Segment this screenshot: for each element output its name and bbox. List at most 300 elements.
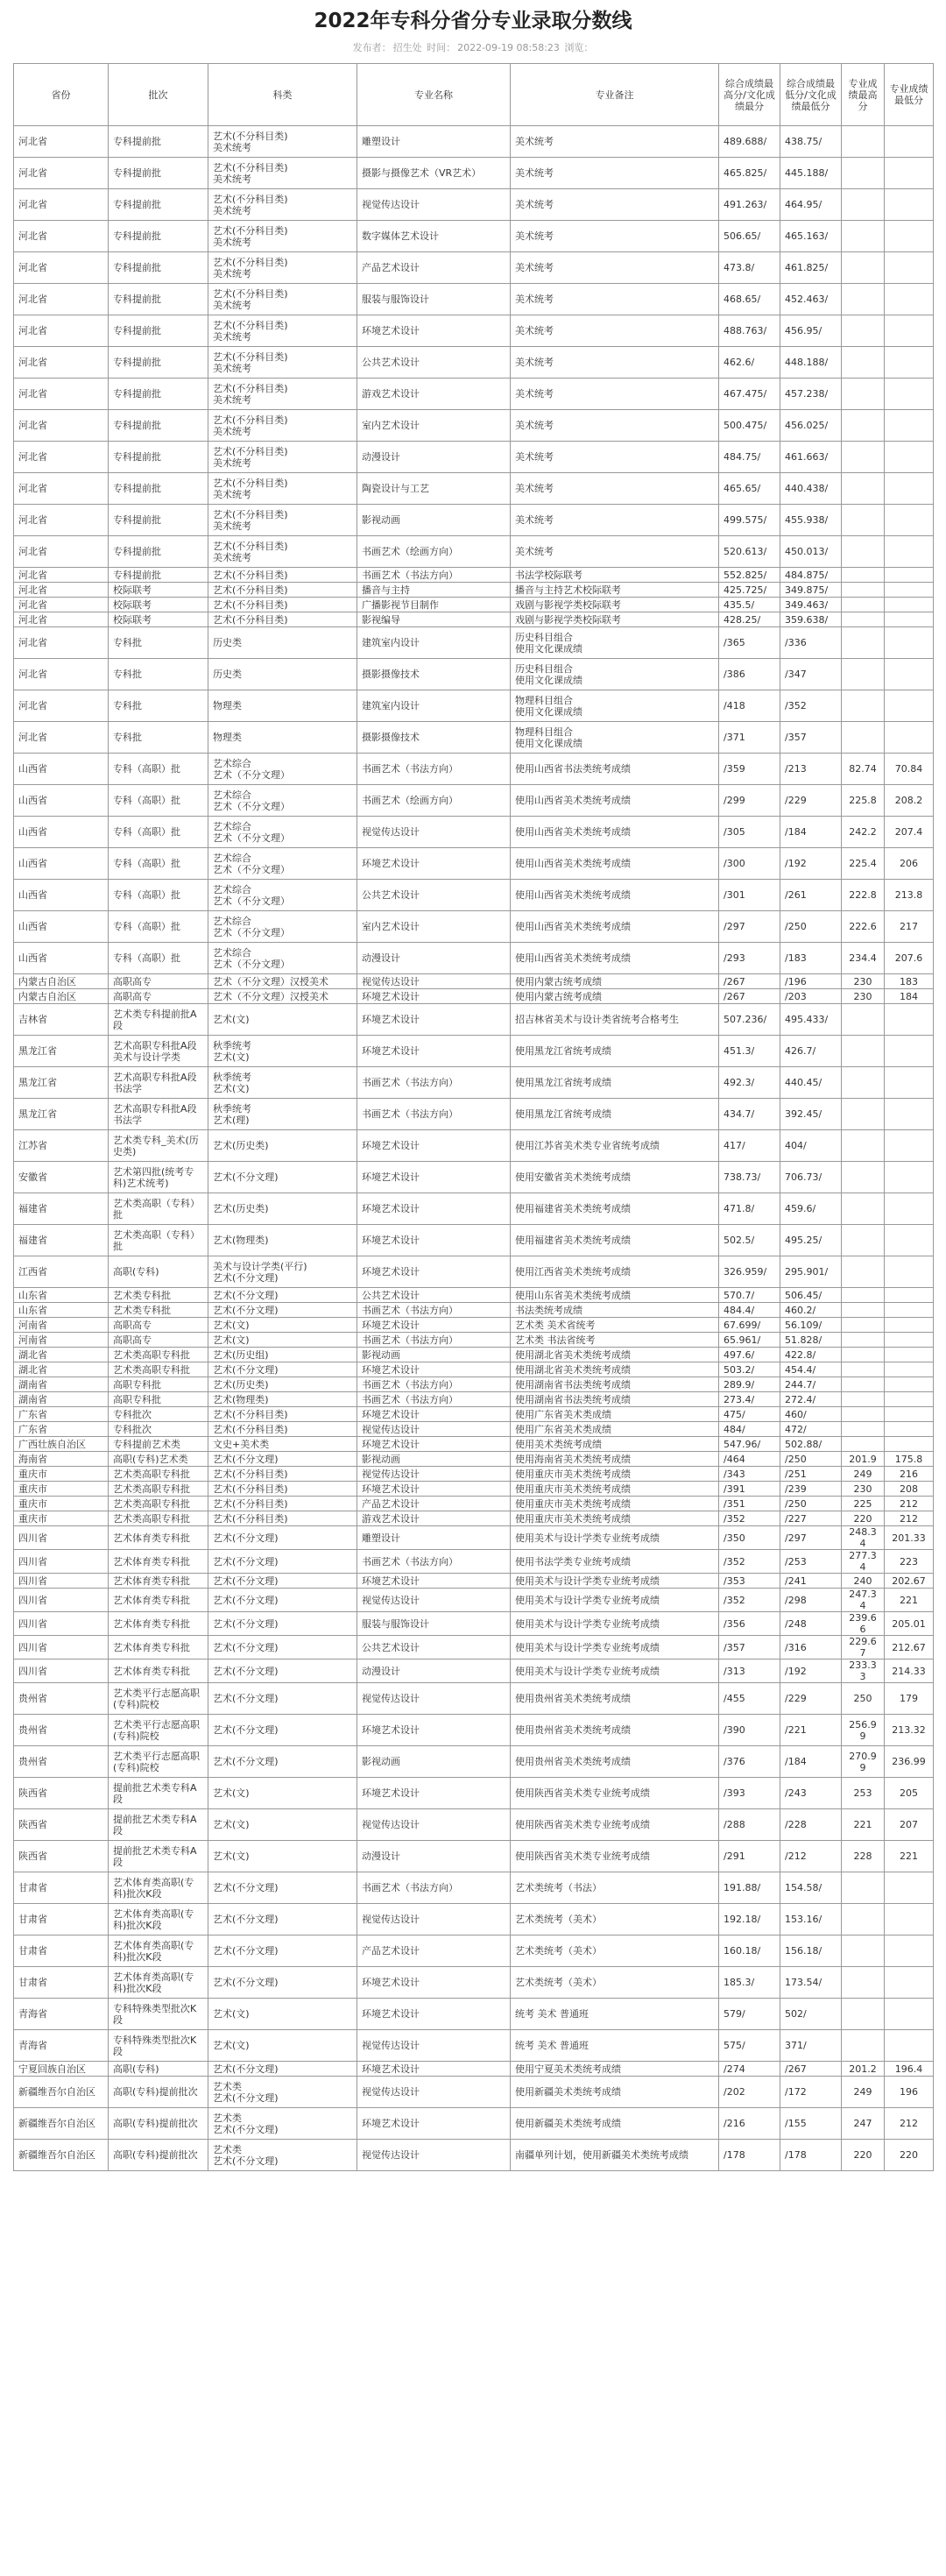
cell-max-score: [719, 1467, 780, 1482]
cell-text: 448.188/: [785, 357, 829, 368]
table-row: [14, 1660, 934, 1683]
cell-remark: [511, 505, 719, 536]
cell-text: 美术统考: [515, 167, 554, 179]
cell-text: /213: [785, 763, 807, 775]
cell-min-score: [780, 1036, 842, 1067]
cell-category: [208, 1574, 357, 1589]
cell-province: [14, 1511, 109, 1526]
cell-text: 艺术(不分文理): [213, 2155, 279, 2167]
cell-remark: [511, 1392, 719, 1407]
cell-remark: [511, 1362, 719, 1377]
cell-category: [208, 1452, 357, 1467]
cell-pro-max: [842, 1303, 885, 1318]
cell-text: 249: [853, 2086, 872, 2098]
cell-province: [14, 315, 109, 347]
cell-pro-max: [842, 568, 885, 583]
cell-text: 专科批: [113, 669, 142, 680]
cell-remark: [511, 347, 719, 379]
cell-text: 489.688/: [724, 136, 767, 147]
cell-category: [208, 1550, 357, 1574]
cell-min-score: [780, 785, 842, 817]
cell-max-score: [719, 1067, 780, 1099]
cell-text: 统考 美术 普通班: [515, 2008, 589, 2020]
cell-text: 艺术(历史类): [213, 1203, 269, 1214]
cell-min-score: [780, 1526, 842, 1550]
cell-text: 艺术类 书法省统考: [515, 1334, 596, 1346]
cell-text: 河南省: [18, 1319, 47, 1331]
cell-text: 艺术体育类高职(专科)批次K段: [113, 1939, 194, 1963]
cell-remark: [511, 1422, 719, 1437]
cell-text: 230: [853, 975, 872, 987]
cell-text: 艺术类: [213, 2112, 242, 2124]
table-row: [14, 1574, 934, 1589]
table-row: [14, 189, 934, 221]
cell-pro-max: [842, 1589, 885, 1612]
cell-text: 秋季统考: [213, 1102, 251, 1115]
cell-batch: [109, 1193, 208, 1225]
cell-pro-min: [885, 1004, 934, 1036]
cell-text: 艺术(不分文理): [213, 1555, 279, 1568]
cell-min-score: [780, 1872, 842, 1904]
cell-text: 物理类: [213, 732, 242, 743]
cell-text: 459.6/: [785, 1203, 816, 1214]
cell-text: /352: [724, 1512, 745, 1525]
cell-text: 70.84: [894, 763, 923, 775]
cell-province: [14, 880, 109, 911]
cell-max-score: [719, 1392, 780, 1407]
cell-text: 艺术(不分科目类): [213, 319, 288, 331]
cell-text: 艺术(不分科目类): [213, 613, 288, 626]
cell-category: [208, 1497, 357, 1511]
cell-text: 艺术类高职专科批: [113, 1348, 190, 1361]
cell-text: 205: [900, 1787, 918, 1799]
cell-text: /300: [724, 858, 745, 869]
cell-text: 专科批: [113, 700, 142, 711]
cell-text: 220: [900, 2149, 918, 2161]
cell-province: [14, 1574, 109, 1589]
cell-text: /291: [724, 1851, 745, 1862]
cell-min-score: [780, 1193, 842, 1225]
cell-max-score: [719, 1636, 780, 1660]
cell-batch: [109, 1256, 208, 1288]
cell-province: [14, 1936, 109, 1967]
table-row: [14, 1348, 934, 1362]
cell-pro-max: [842, 1872, 885, 1904]
cell-province: [14, 536, 109, 568]
cell-max-score: [719, 252, 780, 284]
cell-text: 贵州省: [18, 1693, 47, 1704]
cell-text: 美术统考: [213, 362, 251, 374]
table-row: [14, 1452, 934, 1467]
cell-max-score: [719, 1482, 780, 1497]
cell-text: 使用广东省美术类成绩: [515, 1408, 611, 1420]
cell-remark: [511, 1004, 719, 1036]
table-row: [14, 2077, 934, 2108]
cell-text: 艺术类专科_美术(历史类): [113, 1134, 199, 1157]
cell-text: 湖南省: [18, 1378, 47, 1391]
cell-text: 艺术(不分文理): [213, 1594, 279, 1606]
cell-pro-max: [842, 1333, 885, 1348]
cell-batch: [109, 158, 208, 189]
cell-max-score: [719, 1967, 780, 1999]
cell-text: 201.2: [849, 2063, 877, 2075]
cell-batch: [109, 1636, 208, 1660]
cell-text: 四川省: [18, 1617, 47, 1630]
cell-text: /299: [724, 795, 745, 806]
cell-text: 校际联考: [113, 613, 152, 626]
cell-text: 山东省: [18, 1304, 47, 1316]
cell-batch: [109, 1550, 208, 1574]
cell-pro-max: [842, 1452, 885, 1467]
cell-min-score: [780, 568, 842, 583]
cell-text: /251: [785, 1468, 807, 1480]
cell-text: 影视动画: [362, 1348, 400, 1361]
cell-text: 专科提前批: [113, 136, 161, 147]
cell-min-score: [780, 1318, 842, 1333]
cell-text: 497.6/: [724, 1348, 755, 1361]
cell-text: 艺术类统考（美术）: [515, 1945, 602, 1957]
cell-text: 艺术综合: [213, 757, 251, 769]
cell-text: 书画艺术（书法方向）: [362, 1108, 458, 1120]
cell-pro-max: [842, 1162, 885, 1193]
cell-text: 艺术类: [213, 2143, 242, 2155]
cell-pro-min: [885, 880, 934, 911]
cell-remark: [511, 817, 719, 848]
cell-min-score: [780, 1162, 842, 1193]
cell-batch: [109, 1778, 208, 1809]
cell-pro-min: [885, 1318, 934, 1333]
cell-pro-min: [885, 2108, 934, 2140]
cell-text: 内蒙古自治区: [18, 975, 76, 987]
cell-text: 河北省: [18, 514, 47, 526]
cell-text: 艺术(不分科目类): [213, 1483, 288, 1495]
cell-text: 使用重庆市美术类统考成绩: [515, 1512, 631, 1525]
cell-min-score: [780, 1511, 842, 1526]
cell-major: [357, 1660, 511, 1683]
cell-text: 河北省: [18, 451, 47, 463]
cell-category: [208, 1333, 357, 1348]
cell-remark: [511, 2030, 719, 2062]
cell-pro-max: [842, 598, 885, 612]
cell-pro-min: [885, 785, 934, 817]
cell-max-score: [719, 989, 780, 1004]
cell-text: 专科（高职）批: [113, 795, 180, 806]
cell-text: /274: [724, 2063, 745, 2075]
cell-pro-min: [885, 1746, 934, 1778]
cell-text: 环境艺术设计: [362, 1483, 420, 1495]
cell-pro-min: [885, 315, 934, 347]
cell-province: [14, 2140, 109, 2171]
cell-batch: [109, 1162, 208, 1193]
cell-province: [14, 1377, 109, 1392]
cell-text: 艺术(不分科目类): [213, 1423, 288, 1435]
cell-text: 208.2: [894, 795, 923, 806]
cell-major: [357, 221, 511, 252]
cell-remark: [511, 1904, 719, 1936]
cell-batch: [109, 1288, 208, 1303]
cell-text: 229.67: [849, 1636, 877, 1659]
cell-major: [357, 1036, 511, 1067]
cell-text: 艺术(不分科目类): [213, 256, 288, 268]
publisher-label: 发布者：: [352, 42, 392, 53]
cell-batch: [109, 568, 208, 583]
cell-min-score: [780, 1452, 842, 1467]
cell-pro-max: [842, 2108, 885, 2140]
cell-major: [357, 284, 511, 315]
cell-text: 动漫设计: [362, 451, 400, 463]
cell-text: 202.67: [892, 1575, 926, 1587]
cell-text: 738.73/: [724, 1171, 761, 1183]
cell-pro-max: [842, 126, 885, 158]
cell-text: 242.2: [849, 826, 877, 838]
cell-text: 艺术(不分文理): [213, 1977, 279, 1988]
cell-text: 艺术(不分文理): [213, 1575, 279, 1587]
table-row: [14, 1636, 934, 1660]
cell-text: 室内艺术设计: [362, 420, 420, 431]
cell-text: 使用美术类统考成绩: [515, 1438, 602, 1450]
cell-text: 425.725/: [724, 584, 767, 596]
cell-text: 公共艺术设计: [362, 889, 420, 901]
cell-max-score: [719, 690, 780, 722]
cell-text: /196: [785, 975, 807, 987]
cell-text: /297: [785, 1532, 807, 1544]
cell-text: 使用山西省美术类统考成绩: [515, 795, 631, 806]
cell-text: 222.8: [849, 889, 877, 901]
cell-pro-min: [885, 848, 934, 880]
cell-pro-min: [885, 1348, 934, 1362]
cell-text: /390: [724, 1724, 745, 1736]
table-row: [14, 1550, 934, 1574]
cell-category: [208, 1904, 357, 1936]
table-row: [14, 612, 934, 627]
cell-province: [14, 1841, 109, 1872]
cell-max-score: [719, 2077, 780, 2108]
cell-pro-max: [842, 785, 885, 817]
cell-max-score: [719, 1225, 780, 1256]
cell-text: 河北省: [18, 262, 47, 273]
cell-text: /352: [724, 1555, 745, 1568]
cell-text: 美术统考: [515, 388, 554, 400]
cell-max-score: [719, 1660, 780, 1683]
cell-text: 影视编导: [362, 613, 400, 626]
cell-text: 艺术(不分科目类): [213, 193, 288, 205]
cell-text: 艺术类高职专科批: [113, 1497, 190, 1510]
cell-province: [14, 1526, 109, 1550]
cell-batch: [109, 974, 208, 989]
cell-text: 艺术(不分文理): [213, 2123, 279, 2135]
cell-province: [14, 410, 109, 442]
cell-batch: [109, 1683, 208, 1715]
cell-text: 277.34: [849, 1550, 877, 1573]
table-row: [14, 1778, 934, 1809]
cell-text: 美术统考: [213, 520, 251, 532]
cell-text: 207: [900, 1819, 918, 1830]
cell-pro-max: [842, 1467, 885, 1482]
table-row: [14, 1303, 934, 1318]
cell-text: 环境艺术设计: [362, 325, 420, 336]
cell-pro-min: [885, 1333, 934, 1348]
cell-pro-min: [885, 1872, 934, 1904]
cell-major: [357, 1407, 511, 1422]
cell-text: /250: [785, 1497, 807, 1510]
cell-pro-max: [842, 473, 885, 505]
cell-text: 502.88/: [785, 1438, 822, 1450]
cell-text: 黑龙江省: [18, 1077, 57, 1088]
cell-text: 艺术(不分科目类): [213, 1512, 288, 1525]
cell-pro-max: [842, 1288, 885, 1303]
cell-max-score: [719, 1999, 780, 2030]
cell-category: [208, 347, 357, 379]
cell-text: 艺术(文): [213, 2040, 250, 2051]
cell-text: 156.18/: [785, 1945, 822, 1957]
cell-text: 艺术类高职专科批: [113, 1512, 190, 1525]
cell-text: 艺术（不分文理）: [213, 832, 290, 844]
cell-category: [208, 1841, 357, 1872]
cell-pro-min: [885, 1904, 934, 1936]
cell-text: 甘肃省: [18, 1914, 47, 1925]
cell-text: 使用山西省美术类统考成绩: [515, 921, 631, 932]
cell-pro-max: [842, 1636, 885, 1660]
table-row: [14, 1288, 934, 1303]
cell-text: 艺术(历史类): [213, 1140, 269, 1151]
cell-pro-min: [885, 1225, 934, 1256]
cell-remark: [511, 722, 719, 754]
cell-text: 艺术类高职专科批: [113, 1468, 190, 1480]
cell-text: 美术统考: [515, 294, 554, 305]
table-row: [14, 315, 934, 347]
cell-text: 河北省: [18, 388, 47, 400]
cell-pro-min: [885, 1715, 934, 1746]
cell-remark: [511, 583, 719, 598]
cell-text: 艺术(不分文理): [213, 1171, 279, 1183]
cell-max-score: [719, 1497, 780, 1511]
cell-pro-max: [842, 158, 885, 189]
cell-text: 贵州省: [18, 1724, 47, 1736]
cell-pro-min: [885, 1036, 934, 1067]
cell-min-score: [780, 410, 842, 442]
cell-remark: [511, 627, 719, 659]
cell-major: [357, 722, 511, 754]
cell-text: 450.013/: [785, 546, 829, 557]
cell-text: 艺术类: [213, 2080, 242, 2092]
cell-text: 山西省: [18, 889, 47, 901]
cell-text: 新疆维吾尔自治区: [18, 2118, 95, 2129]
cell-pro-max: [842, 880, 885, 911]
cell-remark: [511, 252, 719, 284]
cell-text: 广播影视节目制作: [362, 598, 439, 611]
table-row: [14, 473, 934, 505]
cell-category: [208, 848, 357, 880]
cell-category: [208, 473, 357, 505]
cell-text: 使用贵州省美术类统考成绩: [515, 1724, 631, 1736]
cell-text: 艺术(不分文理): [213, 1617, 279, 1630]
publisher: 招生处: [392, 42, 422, 53]
cell-batch: [109, 221, 208, 252]
cell-max-score: [719, 2030, 780, 2062]
cell-category: [208, 1067, 357, 1099]
table-row: [14, 1067, 934, 1099]
cell-batch: [109, 284, 208, 315]
cell-major: [357, 2140, 511, 2171]
cell-min-score: [780, 2108, 842, 2140]
cell-major: [357, 1589, 511, 1612]
cell-major: [357, 974, 511, 989]
cell-pro-min: [885, 1967, 934, 1999]
cell-min-score: [780, 598, 842, 612]
cell-max-score: [719, 189, 780, 221]
cell-major: [357, 1288, 511, 1303]
cell-batch: [109, 1809, 208, 1841]
cell-text: 艺术(不分文理): [213, 2091, 279, 2104]
cell-major: [357, 1683, 511, 1715]
cell-text: 422.8/: [785, 1348, 816, 1361]
cell-text: 专科批: [113, 732, 142, 743]
cell-text: 艺术类平行志愿高职(专科)院校: [113, 1750, 200, 1773]
header-province: 省份: [14, 64, 109, 126]
cell-text: 艺术（不分文理）: [213, 926, 290, 938]
cell-text: 503.2/: [724, 1363, 755, 1376]
cell-text: 湖南省: [18, 1393, 47, 1405]
cell-text: 招吉林省美术与设计类省统考合格考生: [515, 1014, 679, 1025]
table-row: [14, 1256, 934, 1288]
cell-min-score: [780, 2030, 842, 2062]
cell-pro-max: [842, 817, 885, 848]
cell-text: 462.6/: [724, 357, 755, 368]
cell-text: 黑龙江省: [18, 1108, 57, 1120]
cell-text: 艺术体育类专科批: [113, 1575, 190, 1587]
cell-min-score: [780, 2062, 842, 2077]
cell-pro-max: [842, 1778, 885, 1809]
cell-province: [14, 1225, 109, 1256]
cell-major: [357, 1193, 511, 1225]
cell-remark: [511, 1348, 719, 1362]
cell-text: 建筑室内设计: [362, 637, 420, 648]
cell-pro-max: [842, 690, 885, 722]
cell-batch: [109, 1348, 208, 1362]
cell-text: 艺术(文): [213, 1051, 250, 1063]
cell-batch: [109, 1422, 208, 1437]
cell-text: 建筑室内设计: [362, 700, 420, 711]
cell-text: 新疆维吾尔自治区: [18, 2149, 95, 2161]
cell-pro-max: [842, 1683, 885, 1715]
cell-text: 256.99: [849, 1718, 877, 1742]
table-row: [14, 1437, 934, 1452]
cell-text: 视觉传达设计: [362, 2149, 420, 2161]
cell-min-score: [780, 473, 842, 505]
cell-text: 221: [900, 1851, 918, 1862]
cell-pro-min: [885, 1999, 934, 2030]
cell-pro-max: [842, 612, 885, 627]
cell-text: 艺术体育类高职(专科)批次K段: [113, 1907, 194, 1931]
cell-text: 环境艺术设计: [362, 1319, 420, 1331]
cell-text: 视觉传达设计: [362, 975, 420, 987]
cell-text: 艺术类 美术省统考: [515, 1319, 596, 1331]
cell-pro-max: [842, 410, 885, 442]
cell-text: 使用重庆市美术类统考成绩: [515, 1497, 631, 1510]
cell-pro-min: [885, 1636, 934, 1660]
cell-text: 使用文化课成绩: [515, 642, 582, 655]
cell-text: 艺术(理): [213, 1114, 250, 1126]
cell-batch: [109, 1333, 208, 1348]
cell-category: [208, 158, 357, 189]
cell-text: 专科提前批: [113, 546, 161, 557]
cell-text: 青海省: [18, 2008, 47, 2020]
cell-major: [357, 659, 511, 690]
cell-pro-min: [885, 722, 934, 754]
cell-pro-min: [885, 1362, 934, 1377]
cell-text: 美术与设计学类(平行): [213, 1260, 307, 1272]
cell-text: 使用福建省美术类统考成绩: [515, 1235, 631, 1246]
